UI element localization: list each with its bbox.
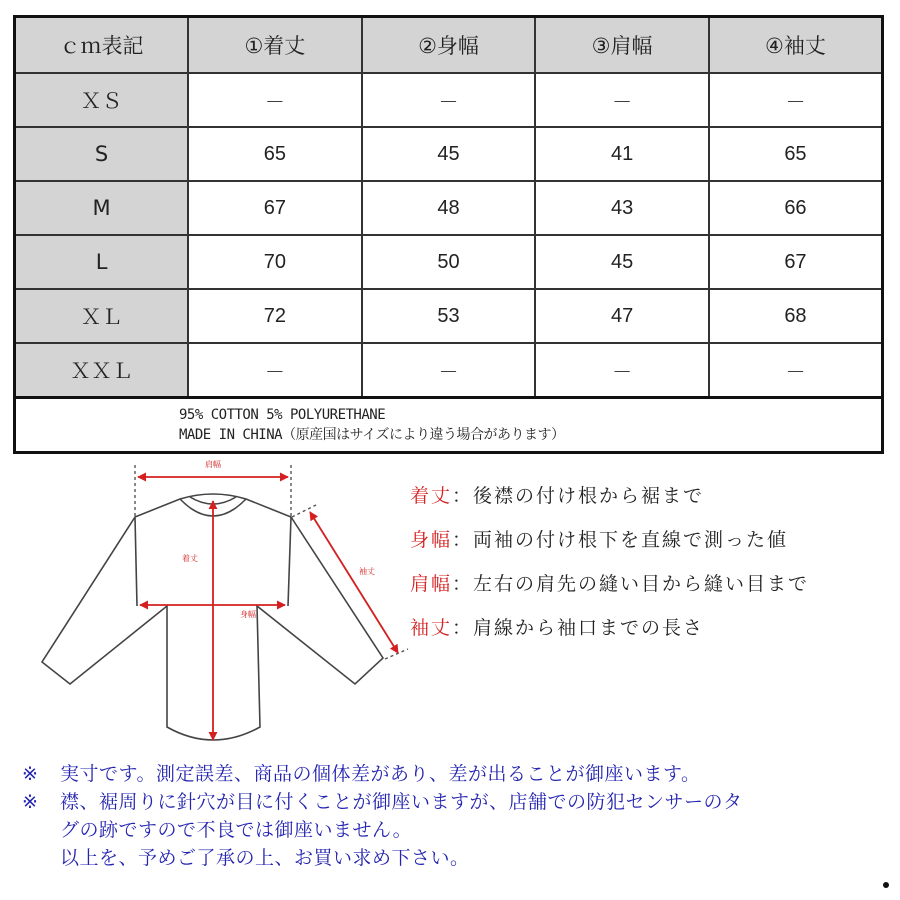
legend-term: 身幅 [410,529,453,551]
size-table [13,15,884,454]
table-row [15,235,883,289]
label-body-width: 身幅 [240,610,256,619]
size-label: M [15,181,189,235]
header-body-width: ②身幅 [362,17,536,74]
legend-term: 袖丈 [410,617,453,639]
cell-value: 65 [188,127,362,181]
header-unit: ｃｍ表記 [15,17,189,74]
table-row [15,73,883,127]
legend-item-length [410,480,809,524]
bullet-dot-icon [883,882,889,888]
cell-value: 43 [535,181,709,235]
cell-value: 67 [188,181,362,235]
table-row [15,343,883,398]
cell-value: 70 [188,235,362,289]
long-sleeve-shirt-icon [30,455,420,755]
table-row [15,181,883,235]
cell-value: 72 [188,289,362,343]
note-2-continued: グの跡ですので不良では御座いません。 [60,819,413,841]
legend-item-shoulder [410,568,809,612]
notes-section [22,760,743,872]
note-text: 実寸です。測定誤差、商品の個体差があり、差が出ることが御座います。 [60,763,701,785]
header-length: ①着丈 [188,17,362,74]
cell-value: 45 [535,235,709,289]
measurement-legend [410,480,809,656]
size-label: ＸＸＬ [15,343,189,398]
legend-term: 着丈 [410,485,453,507]
table-row [15,127,883,181]
cell-value: 65 [709,127,883,181]
cell-value: － [535,73,709,127]
legend-desc: ：後襟の付け根から裾まで [452,485,705,507]
legend-item-sleeve [410,612,809,656]
cell-value: 47 [535,289,709,343]
shirt-diagram [30,455,420,755]
cell-value: 53 [362,289,536,343]
cell-value: 66 [709,181,883,235]
reference-mark-icon: ※ [22,763,39,785]
cell-value: 48 [362,181,536,235]
cell-value: － [188,343,362,398]
legend-desc: ：両袖の付け根下を直線で測った値 [452,529,789,551]
legend-desc: ：肩線から袖口までの長さ [452,617,705,639]
cell-value: 50 [362,235,536,289]
header-sleeve: ④袖丈 [709,17,883,74]
legend-term: 肩幅 [410,573,453,595]
label-sleeve: 袖丈 [359,567,375,576]
header-row [15,17,883,74]
cell-value: 68 [709,289,883,343]
cell-value: － [362,73,536,127]
material-info [15,398,883,453]
note-3: 以上を、予めご了承の上、お買い求め下さい。 [60,847,470,869]
country-of-origin: MADE IN CHINA（原産国はサイズにより違う場合があります） [179,427,565,443]
cell-value: 67 [709,235,883,289]
size-label: S [15,127,189,181]
cell-value: － [709,73,883,127]
cell-value: 45 [362,127,536,181]
label-shoulder: 肩幅 [205,460,221,469]
reference-mark-icon: ※ [22,791,39,813]
material-composition: 95% COTTON 5% POLYURETHANE [179,407,386,423]
header-shoulder: ③肩幅 [535,17,709,74]
legend-desc: ：左右の肩先の縫い目から縫い目まで [452,573,810,595]
table-row [15,289,883,343]
note-text: 襟、裾周りに針穴が目に付くことが御座いますが、店舗での防犯センサーのタ [60,791,743,813]
cell-value: － [535,343,709,398]
cell-value: － [709,343,883,398]
size-label: L [15,235,189,289]
size-label: ＸＳ [15,73,189,127]
material-row [15,398,883,453]
legend-item-body-width [410,524,809,568]
label-length: 着丈 [182,554,198,563]
cell-value: － [188,73,362,127]
cell-value: － [362,343,536,398]
cell-value: 41 [535,127,709,181]
note-2 [22,788,743,816]
note-1 [22,760,743,788]
size-label: ＸＬ [15,289,189,343]
